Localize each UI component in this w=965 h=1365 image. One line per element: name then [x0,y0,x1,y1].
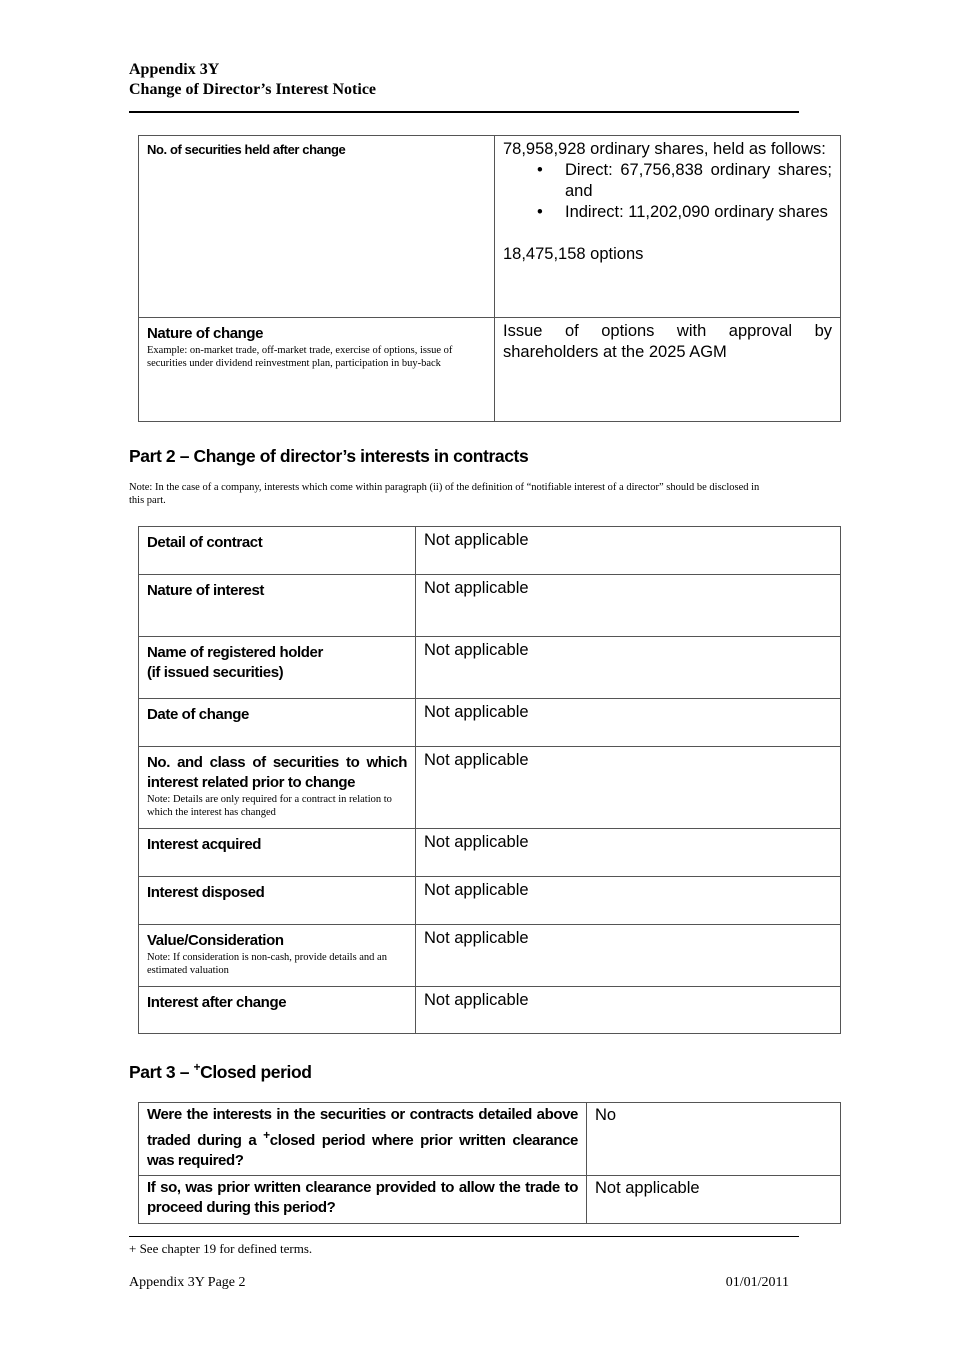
row-label: Interest disposed [147,884,265,901]
list-item: • Indirect: 11,202,090 ordinary shares [565,202,832,223]
row-label [147,1105,578,1171]
value-cell [416,829,841,877]
holding-list [503,160,832,223]
row-label: Interest acquired [147,836,262,853]
value-text: Not applicable [424,833,529,851]
row-note: Example: on-market trade, off-market trade, exercise of options, issue of securities under dividend reinvestment plan, participation in buy-back [147,345,453,369]
value-text: Not applicable [424,991,529,1009]
header-divider [129,111,799,113]
label-cell [139,575,416,637]
row-label: If so, was prior written clearance provided to allow the trade to proceed during this period? [147,1179,578,1216]
label-cell [139,829,416,877]
footnote: + See chapter 19 for defined terms. [129,1241,313,1256]
value-text: Not applicable [595,1179,700,1197]
row-label-part1: Were the interests in the securities or contracts detailed above traded during a [147,1106,578,1149]
row-label: Interest after change [147,994,287,1011]
row-label: Date of change [147,706,249,723]
value-cell [416,747,841,829]
part2-table [138,526,841,1034]
table-row [139,877,841,925]
value-text: Not applicable [424,641,529,659]
value-cell [495,318,841,422]
label-cell [139,136,495,318]
footer-divider [129,1236,799,1237]
label-cell [139,318,495,422]
row-note: Note: If consideration is non-cash, provide details and an estimated valuation [147,952,387,976]
table-row [139,699,841,747]
label-cell [139,747,416,829]
table-row [139,747,841,829]
row-label: Value/Consideration [147,932,284,949]
label-cell [139,877,416,925]
table-row [139,1103,841,1176]
row-label: Detail of contract [147,534,263,551]
value-cell [416,925,841,987]
table-row [139,925,841,987]
row-label-secondary: (if issued securities) [147,664,284,681]
value-text: Not applicable [424,881,529,899]
label-cell [139,1103,587,1176]
value-cell [416,527,841,575]
row-label: No. and class of securities to which interest related prior to change [147,754,407,791]
value-cell [416,877,841,925]
header-subtitle: Change of Director’s Interest Notice [129,81,377,98]
value-text: Not applicable [424,579,529,597]
defined-term-marker: + [263,1128,270,1142]
part3-table [138,1102,841,1224]
part3-title-text: Closed period [200,1061,312,1082]
part3-title-prefix: Part 3 – [129,1061,194,1082]
table-row [139,527,841,575]
header-title: Appendix 3Y [129,61,220,78]
row-label: Nature of change [147,325,264,342]
table-row [139,637,841,699]
value-text: Not applicable [424,751,529,769]
value-cell [416,575,841,637]
value-text: Not applicable [424,929,529,947]
table-row [139,987,841,1034]
value-text: 78,958,928 ordinary shares, held as follows: [503,140,826,158]
value-text: Not applicable [424,703,529,721]
value-cell [416,637,841,699]
options-value: 18,475,158 options [503,245,644,263]
row-note: Note: Details are only required for a contract in relation to which the interest has changed [147,794,392,818]
table-row [139,318,841,422]
value-cell [416,987,841,1034]
label-cell [139,925,416,987]
part3-title [129,1060,312,1083]
row-label-part2: closed period where prior written clearance was required? [147,1132,578,1169]
label-cell [139,1176,587,1224]
value-cell [416,699,841,747]
page-header [129,60,376,100]
label-cell [139,527,416,575]
part2-note: Note: In the case of a company, interests which come within paragraph (ii) of the definition of “notifiable interest of a director” should be disclosed in this part. [129,482,760,506]
table-row [139,575,841,637]
table-row [139,1176,841,1224]
row-label: Nature of interest [147,582,264,599]
row-label: Name of registered holder [147,644,323,661]
value-cell [495,136,841,318]
value-text: Issue of options with approval by shareholders at the 2025 AGM [503,322,832,361]
part1-table [138,135,841,422]
value-cell [587,1103,841,1176]
part2-title: Part 2 – Change of director’s interests in contracts [129,446,529,466]
value-text: Not applicable [424,531,529,549]
label-cell [139,987,416,1034]
document-date: 01/01/2011 [725,1275,789,1290]
label-cell [139,637,416,699]
list-item: • Direct: 67,756,838 ordinary shares; and [565,160,832,202]
label-cell [139,699,416,747]
value-text: No [595,1106,617,1124]
row-label: No. of securities held after change [147,142,346,157]
defined-term-marker: + [193,1060,201,1074]
page-number: Appendix 3Y Page 2 [129,1275,246,1290]
table-row [139,136,841,318]
table-row [139,829,841,877]
value-cell [587,1176,841,1224]
